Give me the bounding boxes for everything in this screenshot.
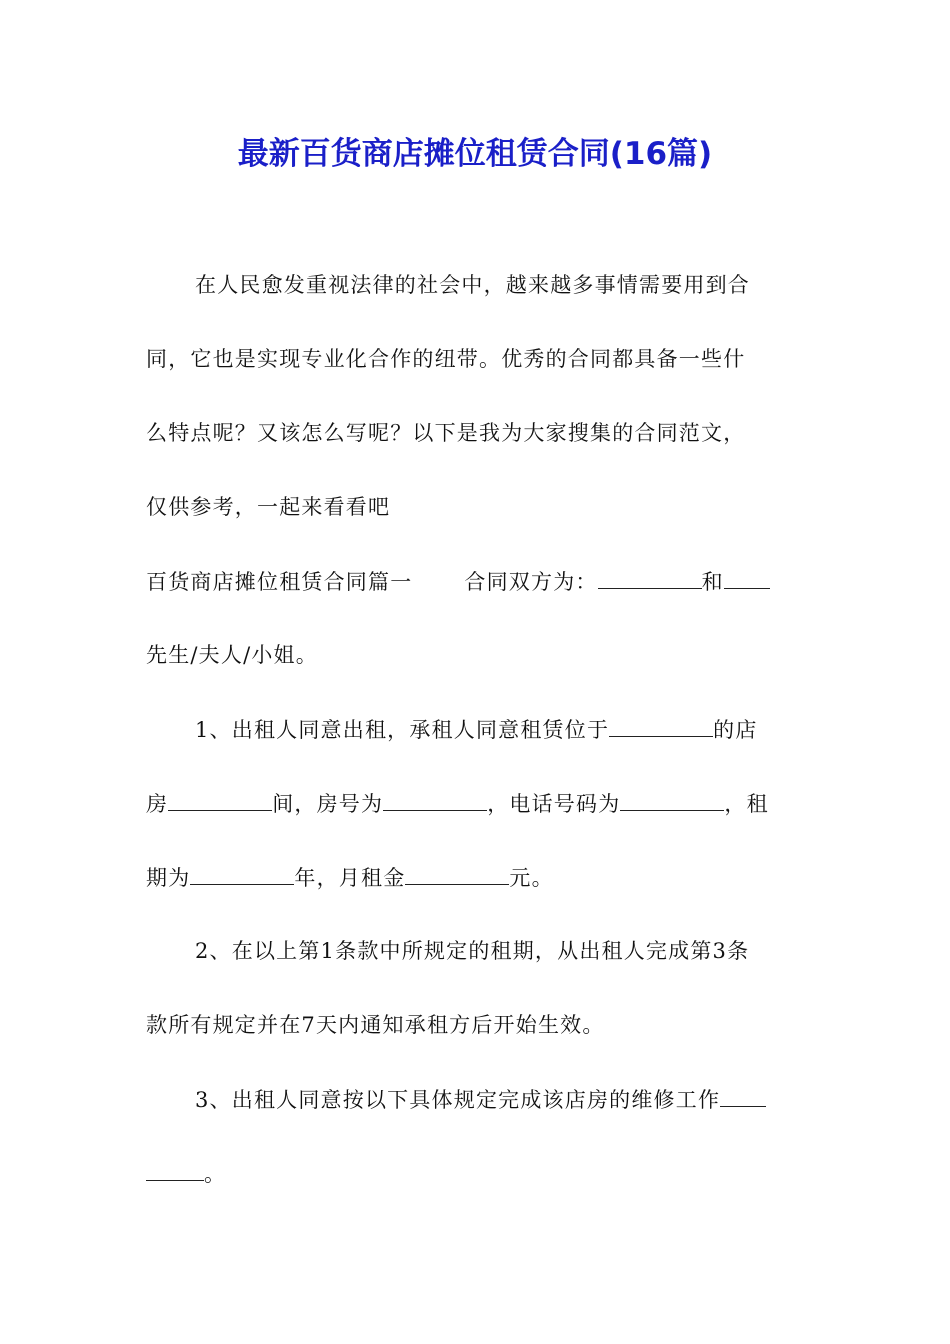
parties-line	[146, 566, 806, 597]
phone-blank	[620, 788, 724, 811]
clause1-line-1	[146, 714, 806, 745]
clause1-text-i: 元。	[509, 866, 554, 890]
section-heading: 百货商店摊位租赁合同篇一	[146, 570, 413, 594]
location-blank	[609, 714, 713, 737]
party-b-blank	[724, 566, 770, 589]
clause2-line-1: 2、在以上第1条款中所规定的租期，从出租人完成第3条	[195, 939, 750, 963]
parties-and: 和	[701, 570, 724, 594]
clause1-text-b: 的店	[713, 718, 758, 742]
repair-blank-a	[720, 1084, 766, 1107]
document-title: 最新百货商店摊位租赁合同(16篇)	[237, 136, 713, 172]
party-a-blank	[598, 566, 702, 589]
parties-label: 合同双方为：	[464, 570, 598, 594]
clause3-line-2	[146, 1158, 806, 1189]
clause1-text-d: 间，房号为	[272, 792, 384, 816]
monthly-rent-blank	[405, 862, 509, 885]
clause2-line-2: 款所有规定并在7天内通知承租方后开始生效。	[146, 1013, 605, 1037]
parties-tail: 先生/夫人/小姐。	[146, 643, 318, 667]
clause1-text-c: 房	[146, 792, 169, 816]
rooms-blank	[168, 788, 272, 811]
clause1-text-e: ，电话号码为	[487, 792, 621, 816]
intro-line-3: 么特点呢？又该怎么写呢？以下是我为大家搜集的合同范文，	[146, 421, 746, 445]
clause1-text-g: 期为	[146, 866, 191, 890]
clause3-tail: 。	[204, 1162, 227, 1186]
clause1-text-f: ，租	[724, 792, 769, 816]
intro-line-2: 同，它也是实现专业化合作的纽带。优秀的合同都具备一些什	[146, 347, 746, 371]
clause1-line-3	[146, 862, 806, 893]
clause1-line-2	[146, 788, 806, 819]
clause1-text-h: 年，月租金	[294, 866, 406, 890]
term-years-blank	[190, 862, 294, 885]
intro-line-1: 在人民愈发重视法律的社会中，越来越多事情需要用到合	[195, 273, 750, 297]
room-number-blank	[383, 788, 487, 811]
clause1-text-a: 1、出租人同意出租，承租人同意租赁位于	[195, 718, 610, 742]
clause3-text: 3、出租人同意按以下具体规定完成该店房的维修工作	[195, 1088, 721, 1112]
clause3-line-1	[146, 1084, 806, 1115]
intro-line-4: 仅供参考，一起来看看吧	[146, 495, 391, 519]
repair-blank-b	[146, 1158, 204, 1181]
